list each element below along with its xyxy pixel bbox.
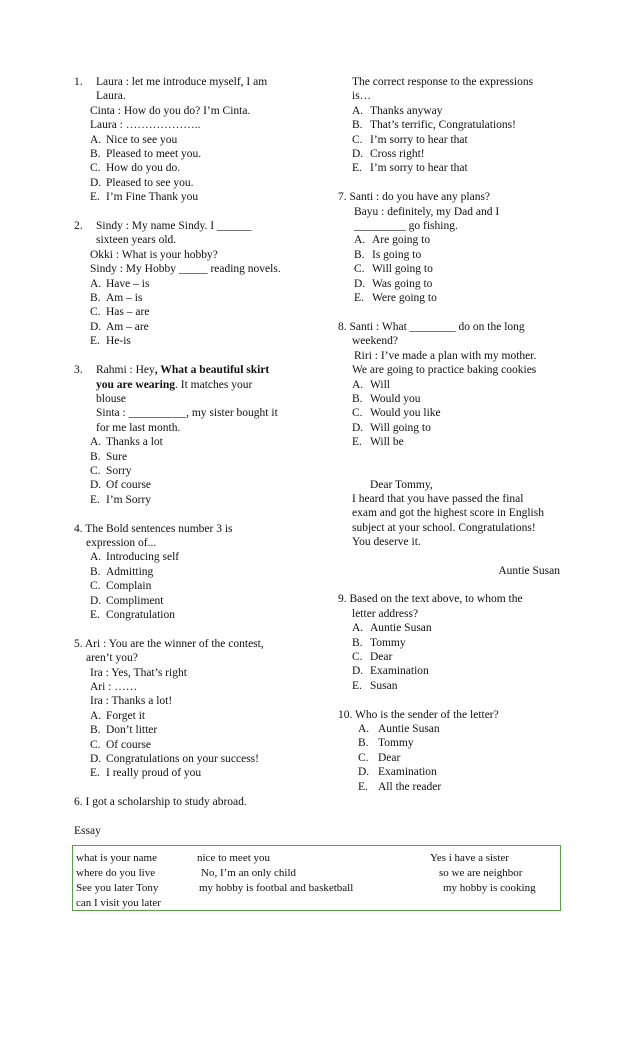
letter-greeting: Dear Tommy, [370,478,433,491]
essay-item: my hobby is footbal and basketball [199,882,354,894]
option-a: A. Auntie Susan [352,622,432,635]
option-e: E. Will be [352,436,404,449]
option-a: A. Will [352,378,390,391]
option-c: C. Complain [90,580,152,593]
question-number: 6. [74,796,83,809]
option-a: A. Forget it [90,709,146,722]
letter-body-line: You deserve it. [352,536,421,549]
option-a: A. Auntie Susan [358,723,440,735]
essay-item: Yes i have a sister [430,852,509,864]
dialog-line: Okki : What is your hobby? [90,248,218,261]
essay-box [72,845,561,911]
option-b: B. Admitting [90,565,154,578]
option-b: B. Tommy [358,737,414,750]
option-d: D. Examination [352,665,429,678]
dialog-line: for me last month. [96,421,181,434]
question-text: . It matches your [175,378,253,391]
question-text: Ari : You are the winner of the contest, [84,637,264,650]
option-b: B. Tommy [352,636,406,649]
option-c: C. Will going to [354,263,433,276]
option-c: C. Has – are [90,306,150,319]
option-d: D. Am – are [90,320,149,333]
question-text: Santi : What ________ do on the long [349,320,525,333]
option-a: A. Thanks a lot [90,436,163,449]
question-text: Santi : do you have any plans? [349,191,491,204]
option-c: C. Of course [90,738,152,751]
essay-item: my hobby is cooking [443,882,536,894]
question-10 [338,708,560,794]
option-e: E. I’m Fine Thank you [90,191,199,204]
option-b: B. Is going to [354,248,422,261]
question-number: 5. [74,637,83,650]
option-d: D. Was going to [354,277,433,290]
question-number: 7. [338,191,347,204]
question-8 [338,320,560,450]
essay-item: can I visit you later [76,897,161,909]
option-c: C. I’m sorry to hear that [352,133,468,146]
dialog-line: Sinta : __________, my sister bought it [96,407,278,420]
option-e: E. I’m sorry to hear that [352,162,468,175]
option-b: B. That’s terrific, Congratulations! [352,119,516,132]
question-9 [338,592,560,693]
option-e: E. I’m Sorry [90,493,152,506]
question-number: 4. [74,522,83,535]
option-c: C. How do you do. [90,162,181,175]
option-e: E. All the reader [358,780,442,793]
question-number: 9. [338,593,347,606]
option-b: B. Don’t litter [90,724,158,737]
option-e: E. Susan [352,679,398,692]
letter-signature: Auntie Susan [498,564,560,577]
letter-body-line: exam and got the highest score in English [352,507,544,520]
option-e: E. Congratulation [90,608,175,621]
option-d: D. Pleased to see you. [90,176,194,189]
bold-text: , What a beautiful skirt [154,364,270,377]
option-a: A. Are going to [354,234,431,247]
option-c: C. Would you like [352,407,441,420]
question-4 [74,522,336,623]
option-b: B. Sure [90,450,128,463]
option-e: E. He-is [90,335,131,348]
essay-item: See you later Tony [76,882,159,894]
dialog-line: Riri : I’ve made a plan with my mother. [354,349,537,362]
question-number: 8. [338,320,347,333]
question-6 [74,795,336,809]
essay-item: so we are neighbor [439,867,523,879]
question-number: 2. [74,220,83,233]
option-c: C. Dear [352,650,393,663]
option-d: D. Compliment [90,594,164,607]
question-text: is… [352,90,372,103]
option-d: D. Examination [358,766,437,779]
question-3 [74,363,336,507]
dialog-line: Bayu : definitely, my Dad and I [354,205,500,218]
option-d: D. Of course [90,479,152,492]
question-6-continued [338,75,560,176]
question-7 [338,190,560,305]
dialog-line: Cinta : How do you do? I’m Cinta. [90,104,251,117]
dialog-line: Ira : Yes, That’s right [90,666,187,679]
essay-item: where do you live [76,867,156,879]
question-text: letter address? [352,607,419,620]
question-text: I got a scholarship to study abroad. [85,796,247,809]
option-e: E. Were going to [354,292,437,305]
option-d: D. Congratulations on your success! [90,753,259,766]
question-text: The Bold sentences number 3 is [85,522,233,535]
option-d: D. Will going to [352,421,431,434]
dialog-line: Ira : Thanks a lot! [90,695,173,708]
letter-body-line: I heard that you have passed the final [352,492,524,505]
dialog-line: Ari : …… [90,681,138,693]
option-a: A. Thanks anyway [352,104,443,117]
question-text: weekend? [352,335,398,348]
option-b: B. Pleased to meet you. [90,148,202,161]
dialog-line: Laura : ……………….. [90,119,201,132]
option-d: D. Cross right! [352,148,425,161]
option-c: C. Sorry [90,464,132,477]
option-a: A. Nice to see you [90,133,178,146]
option-c: C. Dear [358,751,401,764]
question-number: 3. [74,364,83,377]
option-b: B. Am – is [90,292,143,305]
question-text: sixteen years old. [96,234,177,247]
essay-item: what is your name [76,852,157,864]
letter [338,478,560,578]
right-column [338,75,560,808]
option-a: A. Introducing self [90,551,180,564]
dialog-line: _________ go fishing. [354,220,458,233]
question-text: Laura : let me introduce myself, I am [96,76,268,88]
essay-heading: Essay [74,825,101,837]
question-text: Who is the sender of the letter? [355,708,499,721]
option-b: B. Would you [352,392,421,405]
question-text: expression of... [86,536,157,549]
dialog-line: We are going to practice baking cookies [352,364,537,377]
left-column [74,75,336,824]
question-text: Laura. [96,90,126,103]
essay-item: nice to meet you [197,852,271,864]
question-number: 1. [74,76,83,88]
question-number: 10. [338,708,353,721]
question-5 [74,637,336,781]
question-text: blouse [96,392,127,405]
letter-body-line: subject at your school. Congratulations! [352,521,536,534]
question-text: Sindy : My name Sindy. I ______ [96,220,252,233]
option-a: A. Have – is [90,277,150,290]
question-2 [74,219,336,349]
question-text: Rahmi : Hey [96,364,155,377]
question-1 [74,75,336,205]
question-text: The correct response to the expressions [352,76,534,88]
dialog-line: Sindy : My Hobby _____ reading novels. [90,263,281,276]
option-e: E. I really proud of you [90,767,202,780]
bold-text: you are wearing [96,378,176,391]
question-text: Based on the text above, to whom the [349,593,523,606]
essay-item: No, I’m an only child [201,867,297,879]
question-text: aren’t you? [86,652,138,665]
